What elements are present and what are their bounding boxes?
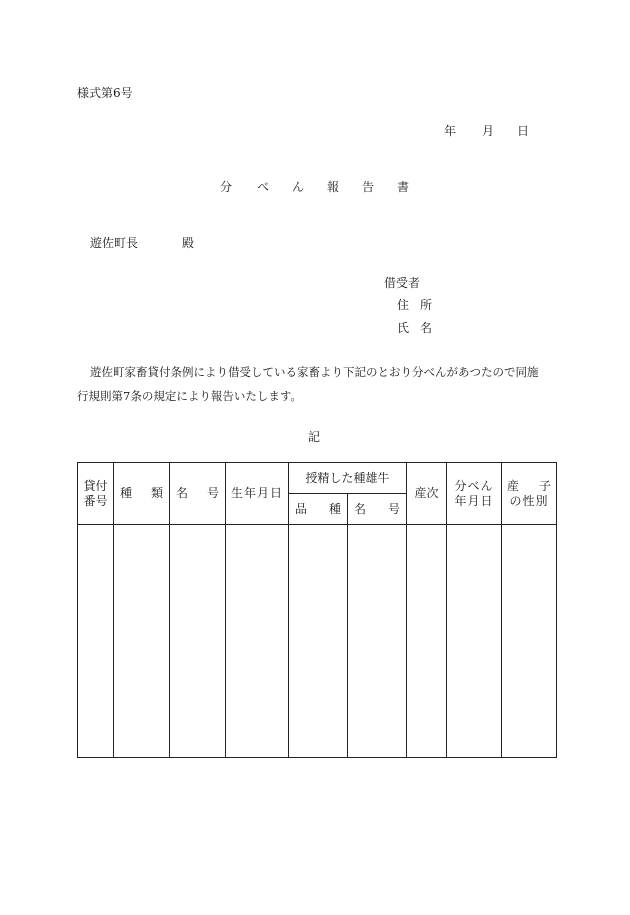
header-calving-date-line-2: 年月日 [454,493,494,508]
note-label: 記 [308,430,321,444]
header-offspring-sex-line-2: の性別 [509,493,549,508]
header-loan-number-line-2: 番号 [83,493,108,508]
header-name-char-2: 号 [206,486,219,500]
cell-parity[interactable] [407,525,447,758]
header-parity: 産次 [407,463,447,525]
body-text-line-2: 行規則第7条の規定により報告いたします。 [77,389,302,403]
cell-birth-date[interactable] [226,525,289,758]
header-insemination-bull: 授精した種雄牛 [289,463,407,494]
header-breed [289,494,348,525]
borrower-address-char-2: 所 [420,298,433,312]
header-type-char-1: 種 [120,486,133,500]
form-number: 様式第6号 [77,86,133,100]
header-name [170,463,226,525]
header-breed-char-2: 種 [328,501,341,516]
cell-offspring-sex[interactable] [502,525,557,758]
header-offspring-sex-char-1: 産 [507,478,520,493]
date-year-label: 年 [444,124,457,138]
cell-type[interactable] [114,525,170,758]
header-type-char-2: 類 [150,486,163,500]
body-text-line-1: 遊佐町家畜貸付条例により借受している家畜より下記のとおり分べんがあつたので同施 [90,365,539,379]
header-loan-number-line-1: 貸付 [83,478,108,493]
borrower-name-char-1: 氏 [397,321,410,335]
header-name-char-1: 名 [176,486,189,500]
header-type [114,463,170,525]
title-char-6: 書 [397,180,410,194]
addressee-honorific: 殿 [182,236,195,250]
borrower-address-char-1: 住 [397,298,410,312]
cell-loan-number[interactable] [78,525,114,758]
title-char-4: 報 [327,180,340,194]
cell-name[interactable] [170,525,226,758]
header-offspring-sex-char-2: 子 [539,478,552,493]
title-char-2: べ [257,180,270,194]
header-breed-char-1: 品 [295,501,308,516]
cell-bull-name[interactable] [348,525,407,758]
header-calving-date [447,463,502,525]
header-loan-number [78,463,114,525]
header-birth-date: 生年月日 [226,463,289,525]
header-bull-name-char-1: 名 [354,501,367,516]
calving-report-table [77,462,557,758]
date-month-label: 月 [482,124,495,138]
header-offspring-sex [502,463,557,525]
header-bull-name-char-2: 号 [388,501,401,516]
header-calving-date-line-1: 分べん [454,478,494,493]
addressee-name: 遊佐町長 [90,236,139,250]
header-bull-name [348,494,407,525]
cell-breed[interactable] [289,525,348,758]
table-row [78,525,557,758]
borrower-label: 借受者 [384,276,421,290]
title-char-5: 告 [362,180,375,194]
borrower-name-char-2: 名 [420,321,433,335]
title-char-1: 分 [220,180,233,194]
cell-calving-date[interactable] [447,525,502,758]
title-char-3: ん [292,180,305,194]
date-day-label: 日 [517,124,530,138]
